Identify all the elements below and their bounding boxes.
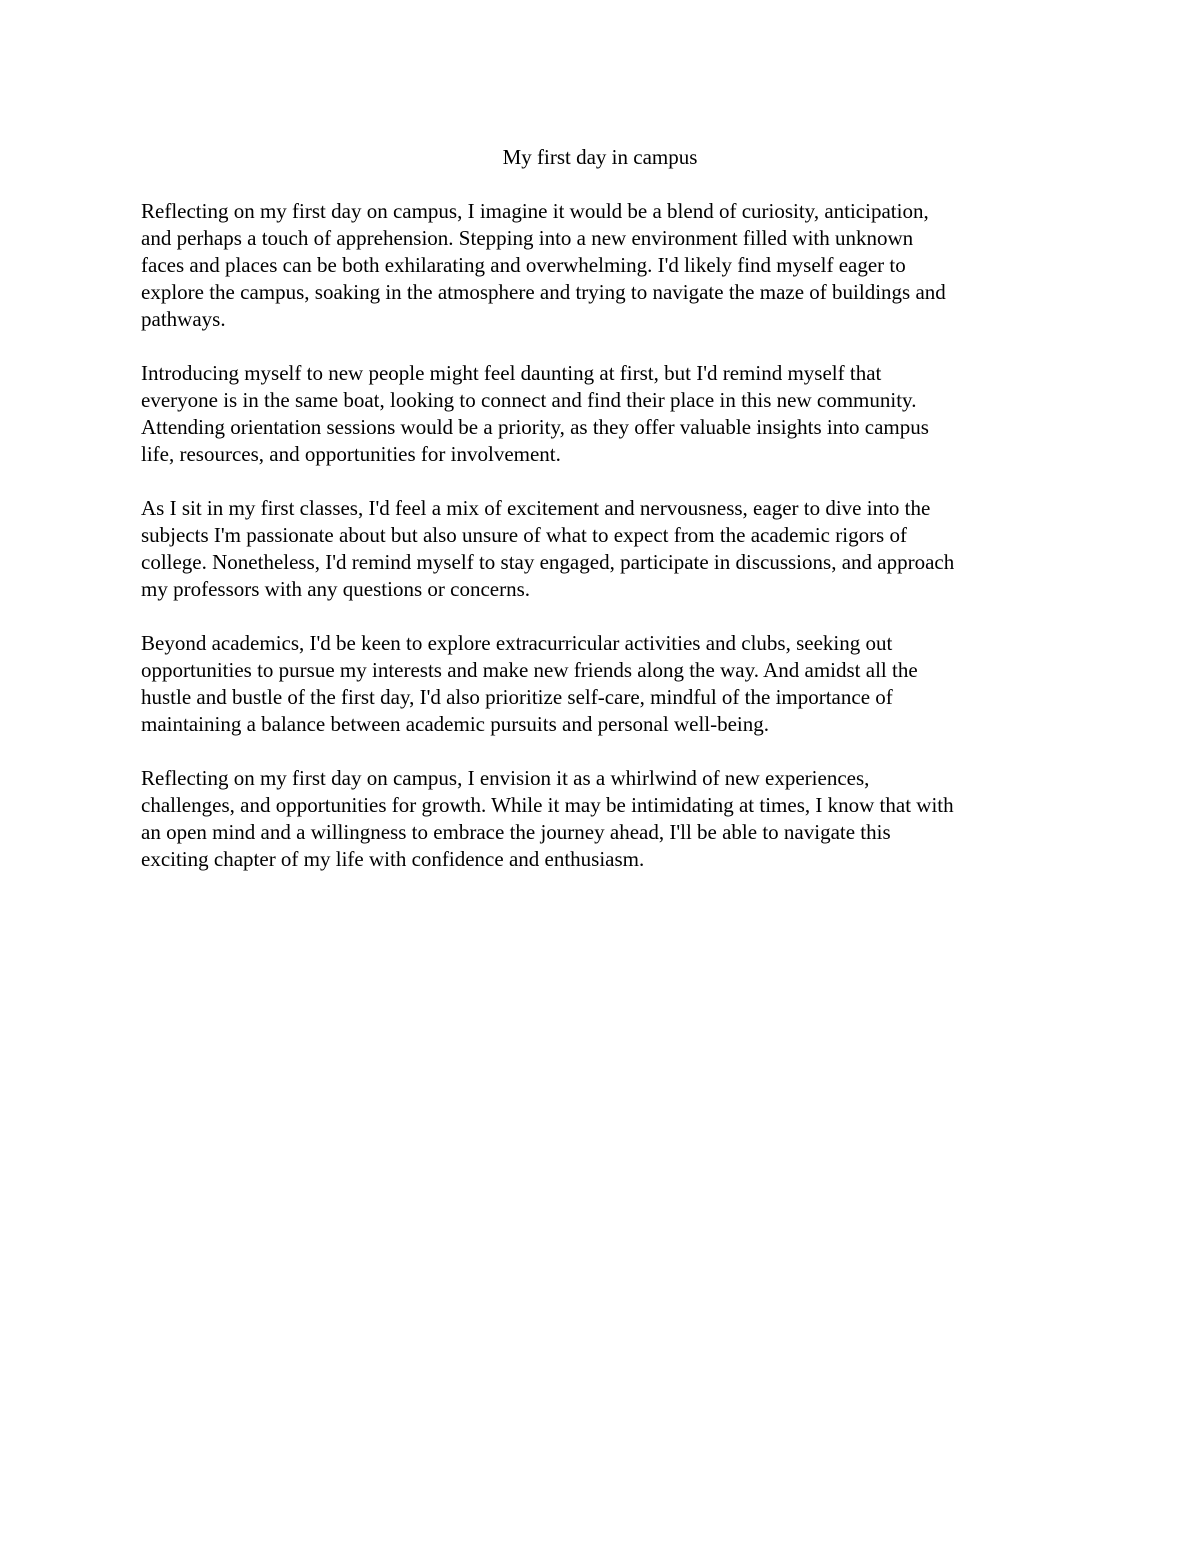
text-line: maintaining a balance between academic pursuits and personal well-being. (141, 712, 770, 736)
document-body (141, 198, 1071, 873)
text-line: my professors with any questions or concerns. (141, 577, 531, 601)
text-line: college. Nonetheless, I'd remind myself to stay engaged, participate in discussions, and approach (141, 550, 955, 574)
text-line: explore the campus, soaking in the atmosphere and trying to navigate the maze of buildings and (141, 280, 946, 304)
paragraph-4 (141, 630, 1071, 738)
text-line: faces and places can be both exhilarating and overwhelming. I'd likely find myself eager to (141, 253, 906, 277)
text-line: subjects I'm passionate about but also unsure of what to expect from the academic rigors of (141, 523, 907, 547)
text-line: Attending orientation sessions would be a priority, as they offer valuable insights into campus (141, 415, 929, 439)
text-line: everyone is in the same boat, looking to connect and find their place in this new community. (141, 388, 917, 412)
paragraph-1 (141, 198, 1071, 333)
document-title: My first day in campus (502, 145, 698, 169)
text-line: Reflecting on my first day on campus, I envision it as a whirlwind of new experiences, (141, 766, 870, 790)
text-line: As I sit in my first classes, I'd feel a mix of excitement and nervousness, eager to dive into the (141, 496, 931, 520)
text-line: pathways. (141, 307, 226, 331)
text-line: hustle and bustle of the first day, I'd also prioritize self-care, mindful of the importance of (141, 685, 893, 709)
paragraph-5 (141, 765, 1071, 873)
text-line: opportunities to pursue my interests and make new friends along the way. And amidst all the (141, 658, 918, 682)
text-line: life, resources, and opportunities for involvement. (141, 442, 561, 466)
text-line: an open mind and a willingness to embrace the journey ahead, I'll be able to navigate this (141, 820, 891, 844)
text-line: Introducing myself to new people might feel daunting at first, but I'd remind myself that (141, 361, 882, 385)
paragraph-3 (141, 495, 1071, 603)
text-line: Reflecting on my first day on campus, I imagine it would be a blend of curiosity, anticipation, (141, 199, 929, 223)
text-line: challenges, and opportunities for growth. While it may be intimidating at times, I know that with (141, 793, 954, 817)
paragraph-2 (141, 360, 1071, 468)
text-line: and perhaps a touch of apprehension. Stepping into a new environment filled with unknown (141, 226, 914, 250)
text-line: Beyond academics, I'd be keen to explore extracurricular activities and clubs, seeking out (141, 631, 893, 655)
text-line: exciting chapter of my life with confidence and enthusiasm. (141, 847, 645, 871)
